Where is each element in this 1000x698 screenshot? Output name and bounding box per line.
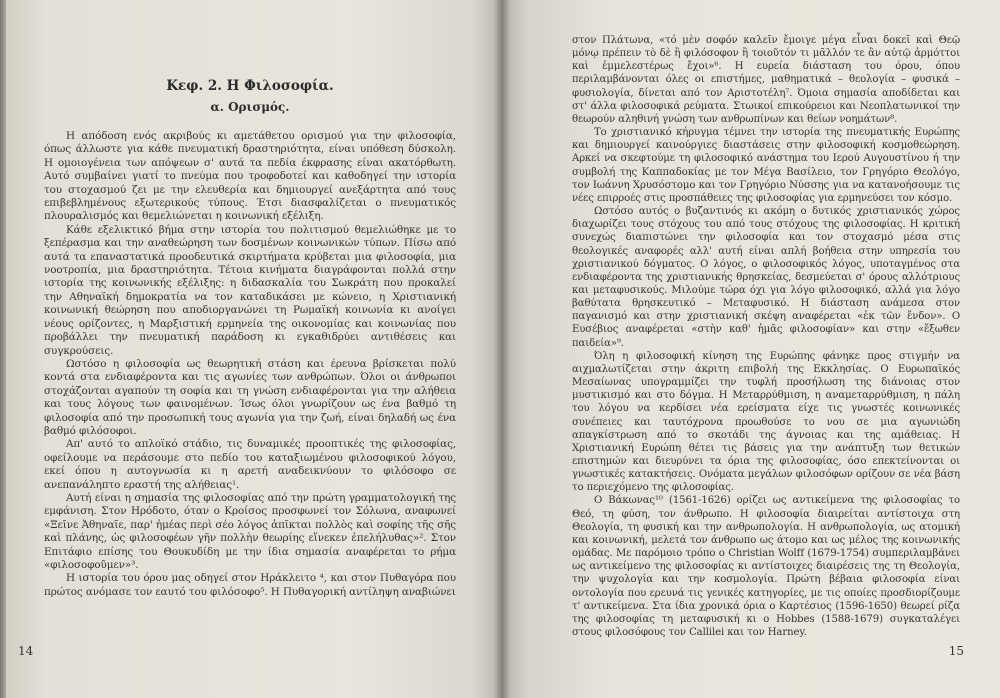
paragraph: Αυτή είναι η σημασία της φιλοσοφίας από την πρώτη γραμματολογική της εμφάνιση. Στον Ηρόδοτο, όταν ο Κροίσος προσφωνεί τον Σόλωνα, αναφωνεί «Ξεῖνε Ἀθηναῖε, παρ' ἡμέας περὶ σέο λόγος ἀπῖκται πολλὸς καὶ σοφίης τῆς σῆς καὶ πλάνης, ὡς φιλοσοφέων γῆν πολλὴν θεωρίης εἵνεκεν ἐπελήλυθας»². Στον Επιτάφιο επίσης του Θουκυδίδη με την ίδια σημασία αναφέρεται το ρήμα «φιλοσοφοῦμεν»³. [44,491,456,571]
section-title: α. Ορισμός. [210,100,290,114]
paragraph: Απ' αυτό το απλοϊκό στάδιο, τις δυναμικές προοπτικές της φιλοσοφίας, οφείλουμε να περάσουμε στο πεδίο του καταξιωμένου φιλοσοφικού λόγου, εκεί όπου η αυτογνωσία κι η αρετή αναδεικνύουν το φιλόσοφο σε ανεπανάληπτο εραστή της αλήθειας¹. [44,438,456,491]
chapter-title: Κεφ. 2. Η Φιλοσοφία. [166,78,334,94]
paragraph: Κάθε εξελικτικό βήμα στην ιστορία του πολιτισμού θεμελιώθηκε με το ξεπέρασμα και την αναθεώρηση των δοσμένων κοινωνικών τύπων. Πίσω από αυτά τα επαναστατικά προοδευτικά σκιρτήματα κρύβεται μια φιλοσοφία, μια νοοτροπία, μια δραστηριότητα. Τέτοια κινήματα διαγράφονται πολλά στην ιστορία της κοινωνικής εξέλιξης: η διδασκαλία του Σωκράτη που προκαλεί την Αθηναϊκή δημοκρατία να τον καταδικάσει με κώνειο, η Χριστιανική κοινωνική θεώρηση που αποδιοργανώνει τη Ρωμαϊκή κοινωνία κι ανοίγει νέους ορίζοντες, η Μαρξιστική ερμηνεία της οικονομίας και κοινωνίας που προβάλλει την πνευματική παράδοση κι εγκαθιδρύει αντιθέσεις και συγκρούσεις. [44,223,456,357]
left-page [6,0,502,698]
page-number: 14 [18,644,34,658]
paragraph: Όλη η φιλοσοφική κίνηση της Ευρώπης φάνηκε προς στιγμήν να αιχμαλωτίζεται στην άκριτη επιβολή της Εκκλησίας. Ο Ευρωπαϊκός Μεσαίωνας υπογραμμίζει την τυφλή προσήλωση της διάνοιας στον μυστικισμό και στο δόγμα. Η Μεταρρύθμιση, η αναμεταρρύθμιση, η πάλη του λόγου να κερδίσει νέα ερείσματα είχε τις γνωστές κοινωνικές συνέπειες και ταυτόχρονα προωθούσε το νου σε μια αγωνιώδη απαγκίστρωση από το σκοτάδι της άγνοιας και της αμάθειας. Η Χριστιανική Ευρώπη θέτει τις βάσεις για την ανάπτυξη των θετικών επιστημών και διευρύνει τα όρια της φιλοσοφίας, όσο επεκτείνονται οι γνωστικές κατακτήσεις. Ονόματα μεγάλων φιλοσόφων ορίζουν σε νέα βάση το περιεχόμενο της φιλοσοφίας. [572,350,960,494]
paragraph: Ο Βάκωνας¹⁰ (1561-1626) ορίζει ως αντικείμενα της φιλοσοφίας το Θεό, τη φύση, τον άνθρωπο. Η φιλοσοφία διαιρείται αντίστοιχα στη Θεολογία, τη φυσική και την ανθρωπολογία. Η ανθρωπολογία, ως ατομική και κοινωνική, μελετά τον άνθρωπο ως άτομο και ως μέλος της κοινωνικής ομάδας. Με παρόμοιο τρόπο ο Christian Wolff (1679-1754) συμπεριλαμβάνει ως αντικείμενο της φιλοσοφίας κι αντίστοιχες διαιρέσεις της τη Θεολογία, την ψυχολογία και την κοσμολογία. Πρώτη βέβαια φιλοσοφία είναι οντολογία που ερευνά τις γενικές κατηγορίες, με τις οποίες προσδιορίζουμε τ' αντικείμενα. Στα ίδια χρονικά όρια ο Καρτέσιος (1596-1650) θεωρεί ρίζα της φιλοσοφίας τη μεταφυσική κι ο Hobbes (1588-1679) συγκαταλέγει στους φιλοσόφους τον Callilei και τον Harney. [572,495,960,639]
book-gutter [494,0,510,698]
paragraph: Ωστόσο η φιλοσοφία ως θεωρητική στάση και έρευνα βρίσκεται πολύ κοντά στα ενδιαφέροντα και τις αγωνίες των ανθρώπων. Όλοι οι άνθρωποι στοχάζονται αγαπούν τη σοφία και τη γνώση ενδιαφέρονται για την αλήθεια και τους λόγους των φαινομένων. Ίσως όλοι γνωρίζουν ως ένα βαθμό τη φιλοσοφία από την προσωπική τους αγωνία για την ζωή, είναι δηλαδή ως ένα βαθμό φιλόσοφοι. [44,357,456,437]
paragraph: Ωστόσο αυτός ο βυζαντινός κι ακόμη ο δυτικός χριστιανικός χώρος διαχωρίζει τους στόχους του από τους στόχους της φιλοσοφίας. Η κριτική συνεχώς διαπιστώνει την φιλοσοφία και τον στοχασμό μέσα στις θεολογικές αναφορές αλλ' αυτή είναι απλή βοήθεια στην υπηρεσία του χριστιανικού δόγματος. Ο λόγος, ο φιλοσοφικός λόγος, υποταγμένος στα ενδιαφέροντα της χριστιανικής θρησκείας, δεσμεύεται σ' όρους αλλότριους και μεταφυσικούς. Μιλούμε τώρα όχι για λόγο φιλοσοφικό, αλλά για λόγο βαθύτατα θρησκευτικό – Μεταφυσικό. Η διάσταση ανάμεσα στον παγανισμό και στην χριστιανική σκέψη αναφέρεται «ἐκ τῶν ἔνδον». Ο Ευσέβιος αναφέρεται «στὴν καθ' ἡμᾶς φιλοσοφίαν» και στην «ἔξωθεν παιδεία»⁹. [572,206,960,349]
page-number: 15 [948,644,964,658]
paragraph: στον Πλάτωνα, «τό μὲν σοφόν καλεῖν ἔμοιγε μέγα εἶναι δοκεῖ καὶ Θεῷ μόνῳ πρέπειν τὸ δὲ ἢ φιλόσοφον ἢ τοιοῦτόν τι μᾶλλόν τε ἂν αὐτῷ ἁρμόττοι καὶ ἐμμελεστέρως ἔχοι»⁶. Η ευρεία διάσταση του όρου, όπου περιλαμβάνονται όλες οι επιστήμες, μαθηματικά – θεολογία – φυσικά – φυσιολογία, δίνεται από τον Αριστοτέλη⁷. Όμοια σημασία αποδίδεται και στ' άλλα φιλοσοφικά ρεύματα. Στωικοί επικούρειοι και Νεοπλατωνικοί την θεωρούν αληθινή γνώση των ανθρωπίνων και θείων νοημάτων⁸. [572,35,960,125]
paragraph: Το χριστιανικό κήρυγμα τέμνει την ιστορία της πνευματικής Ευρώπης και δημιουργεί καινούργιες διαστάσεις στην φιλοσοφική κοσμοθεώρηση. Αρκεί να σκεφτούμε τη φιλοσοφικό ανάστημα του Ιερού Αυγουστίνου ή την συμβολή της Καππαδοκίας με τον Μέγα Βασίλειο, τον Γρηγόριο Θεολόγο, τον Ιωάννη Χρυσόστομο και τον Γρηγόριο Νύσσης για να κατανοήσουμε τις νέες επιρροές στις προσπάθειες της φιλοσοφίας για ερμηνεύσει τον κόσμο. [572,127,960,204]
paragraph: Η ιστορία του όρου μας οδηγεί στον Ηράκλειτο ⁴, και στον Πυθαγόρα που πρώτος ανόμασε τον εαυτό του φιλόσοφο⁵. Η Πυθαγορική αντίληψη αναβιώνει [44,572,456,598]
paragraph: Η απόδοση ενός ακριβούς κι αμετάθετου ορισμού για την φιλοσοφία, όπως άλλωστε για κάθε πνευματική δραστηριότητα, είναι υπόθεση δύσκολη. Η ομοιογένεια των απόψεων σ' αυτά τα πεδία έκφρασης είναι ακατόρθωτη. Αυτό συμβαίνει γιατί το πνεύμα που τροφοδοτεί και καθοδηγεί την ιστορία του στοχασμού ζει με την ελευθερία και δημιουργεί ανεξάρτητα από τους επιβεβλημένους εξωτερικούς τύπους. Έτσι διασφαλίζεται ο πνευματικός πλουραλισμός και θεμελιώνεται η κοινωνική εξέλιξη. [44,130,456,223]
right-page [502,0,1000,698]
